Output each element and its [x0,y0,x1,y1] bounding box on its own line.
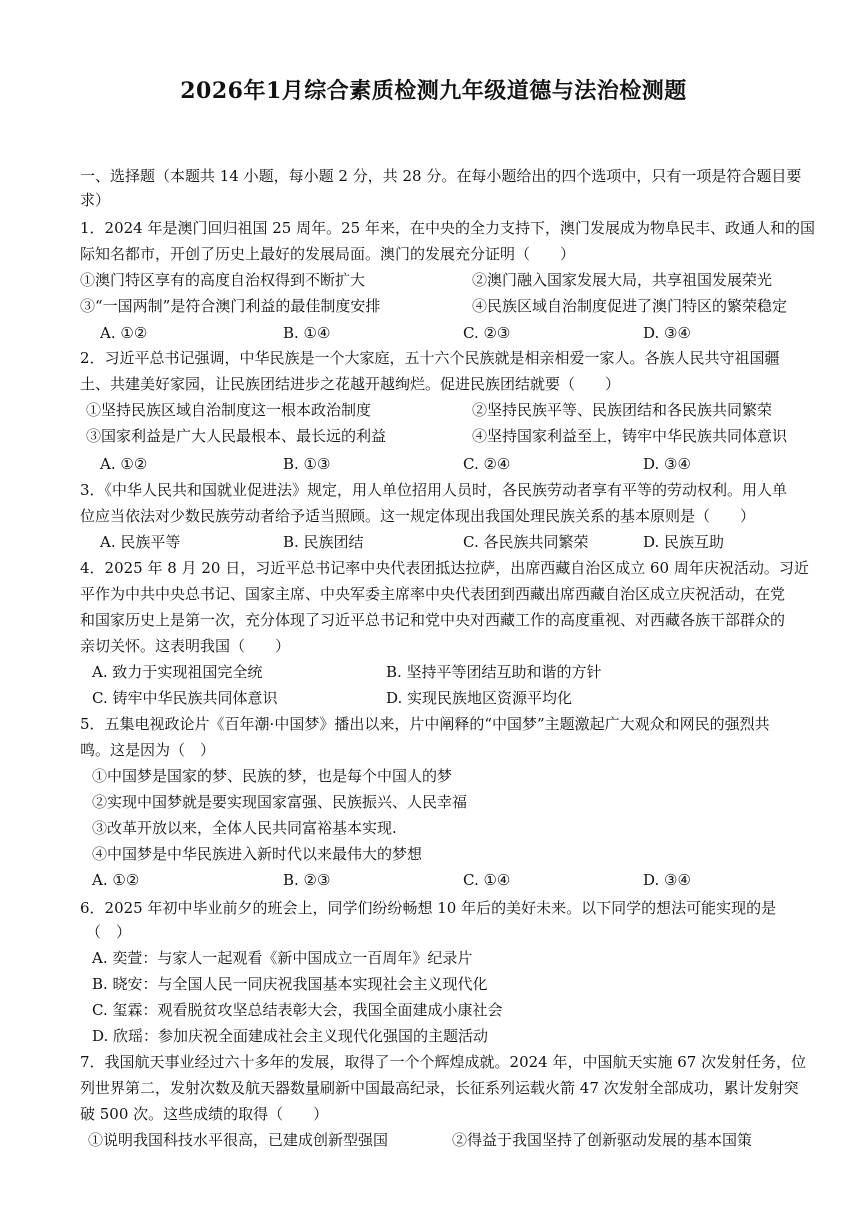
option-a: A. 奕萱：与家人一起观看《新中国成立一百周年》纪录片 [92,949,473,967]
question-1-stem-cont: 际知名都市，开创了历史上最好的发展局面。澳门的发展充分证明（ ） [80,245,576,263]
question-2-stem: 2．习近平总书记强调，中华民族是一个大家庭，五十六个民族就是相亲相爱一家人。各族人民共守祖国疆 [80,349,780,367]
option-d: D. 民族互助 [643,533,725,551]
option-d: D. ③④ [643,455,691,473]
question-6-stem-cont: （ ） [86,923,132,941]
statement-1: ①中国梦是国家的梦、民族的梦，也是每个中国人的梦 [92,767,453,785]
statement-1: ①说明我国科技水平很高，已建成创新型强国 [88,1131,389,1149]
statement-3: ③改革开放以来，全体人民共同富裕基本实现. [92,819,397,837]
option-b: B. ①③ [283,455,331,473]
question-7-stem-cont: 破 500 次。这些成绩的取得（ ） [80,1105,329,1123]
statement-4: ④中国梦是中华民族进入新时代以来最伟大的梦想 [92,845,423,863]
question-6-stem: 6．2025 年初中毕业前夕的班会上，同学们纷纷畅想 10 年后的美好未来。以下同学的想法可能实现的是 [80,899,777,917]
question-4-stem-cont: 和国家历史上是第一次，充分体现了习近平总书记和党中央对西藏工作的高度重视、对西藏各族干部群众的 [80,611,786,629]
option-a: A. ①② [100,455,148,473]
question-1-stem: 1．2024 年是澳门回归祖国 25 周年。25 年来，在中央的全力支持下，澳门发展成为物阜民丰、政通人和的国 [80,219,815,237]
statement-2: ②得益于我国坚持了创新驱动发展的基本国策 [452,1131,753,1149]
question-4-stem-cont: 亲切关怀。这表明我国（ ） [80,637,291,655]
question-7-stem-cont: 列世界第二，发射次数及航天器数量刷新中国最高纪录，长征系列运载火箭 47 次发射全部成功，累计发射突 [80,1079,799,1097]
statement-2: ②实现中国梦就是要实现国家富强、民族振兴、人民幸福 [92,793,468,811]
statement-1: ①坚持民族区域自治制度这一根本政治制度 [86,401,372,419]
statement-1: ①澳门特区享有的高度自治权得到不断扩大 [80,271,366,289]
option-a: A. 致力于实现祖国完全统 [92,663,263,681]
section-header-cont: 求） [80,191,111,209]
question-5-stem: 5．五集电视政论片《百年潮·中国梦》播出以来，片中阐释的“中国梦”主题激起广大观众和网民的强烈共 [80,715,770,733]
option-c: C. 各民族共同繁荣 [463,533,589,551]
question-5-stem-cont: 鸣。这是因为（ ） [80,741,216,759]
option-a: A. ①② [92,871,140,889]
statement-4: ④民族区域自治制度促进了澳门特区的繁荣稳定 [472,297,788,315]
option-d: D. 实现民族地区资源平均化 [386,689,573,707]
option-c: C. 玺霖：观看脱贫攻坚总结表彰大会，我国全面建成小康社会 [92,1001,503,1019]
statement-4: ④坚持国家利益至上，铸牢中华民族共同体意识 [472,427,788,445]
section-header: 一、选择题（本题共 14 小题，每小题 2 分，共 28 分。在每小题给出的四个选项中，只有一项是符合题目要 [80,167,802,185]
statement-3: ③“一国两制”是符合澳门利益的最佳制度安排 [80,297,381,315]
option-b: B. ②③ [283,871,331,889]
question-3-stem: 3．《中华人民共和国就业促进法》规定，用人单位招用人员时，各民族劳动者享有平等的劳动权利。用人单 [80,481,788,499]
option-c: C. ②④ [463,455,511,473]
question-2-stem-cont: 土、共建美好家园，让民族团结进步之花越开越绚烂。促进民族团结就要（ ） [80,375,621,393]
exam-title: 2026年1月综合素质检测九年级道德与法治检测题 [180,78,687,104]
option-b: B. 坚持平等团结互助和谐的方针 [386,663,602,681]
option-c: C. ①④ [463,871,511,889]
option-b: B. 民族团结 [283,533,364,551]
question-7-stem: 7．我国航天事业经过六十多年的发展，取得了一个个辉煌成就。2024 年，中国航天实施 67 次发射任务，位 [80,1053,807,1071]
option-c: C. 铸牢中华民族共同体意识 [92,689,278,707]
question-3-stem-cont: 位应当依法对少数民族劳动者给予适当照顾。这一规定体现出我国处理民族关系的基本原则是（ ） [80,507,756,525]
question-4-stem-cont: 平作为中共中央总书记、国家主席、中央军委主席率中央代表团到西藏出席西藏自治区成立庆祝活动，在党 [80,585,786,603]
option-b: B. 晓安：与全国人民一同庆祝我国基本实现社会主义现代化 [92,975,488,993]
option-a: A. 民族平等 [100,533,181,551]
option-b: B. ①④ [283,324,331,342]
option-d: D. 欣瑶：参加庆祝全面建成社会主义现代化强国的主题活动 [92,1027,489,1045]
statement-3: ③国家利益是广大人民最根本、最长远的利益 [86,427,387,445]
statement-2: ②澳门融入国家发展大局，共享祖国发展荣光 [472,271,773,289]
option-d: D. ③④ [643,324,691,342]
option-c: C. ②③ [463,324,511,342]
statement-2: ②坚持民族平等、民族团结和各民族共同繁荣 [472,401,773,419]
question-4-stem: 4．2025 年 8 月 20 日，习近平总书记率中央代表团抵达拉萨，出席西藏自治区成立 60 周年庆祝活动。习近 [80,559,809,577]
option-d: D. ③④ [643,871,691,889]
option-a: A. ①② [100,324,148,342]
